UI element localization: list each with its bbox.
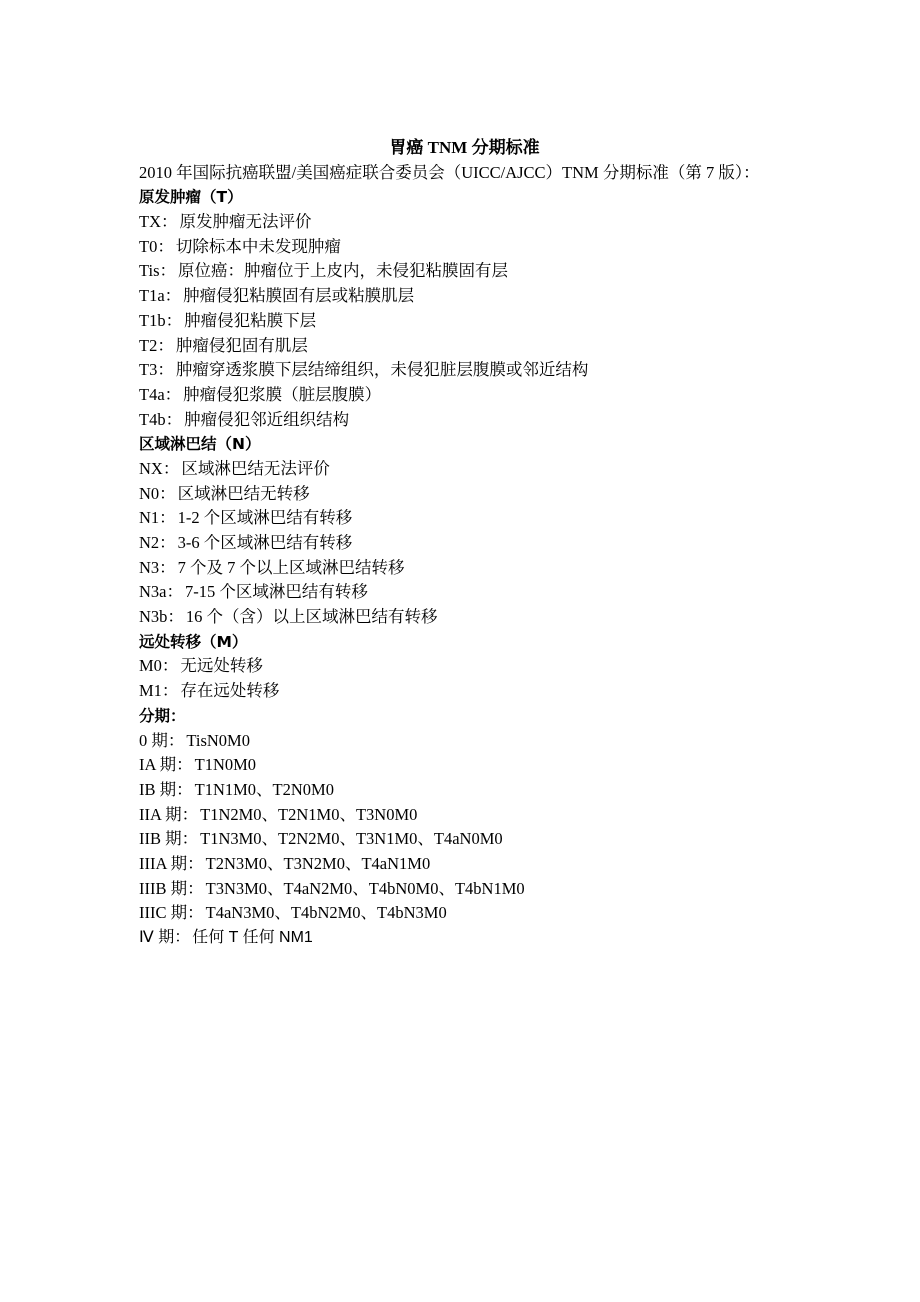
n-item <box>139 457 784 482</box>
t-code: T1a： <box>139 286 182 306</box>
stage-criteria: T4aN3M0、T4bN2M0、T4bN3M0 <box>205 903 447 923</box>
t-code: T0： <box>139 236 174 256</box>
t-code: T3： <box>139 360 174 380</box>
t-code: TX： <box>139 212 178 232</box>
section-heading-staging: 分期： <box>139 706 186 725</box>
stage-label: IIIA 期： <box>139 853 204 873</box>
stage-label: 0 期： <box>139 730 185 750</box>
stage-criteria: T1N0M0 <box>194 755 257 775</box>
stage-item <box>139 778 784 803</box>
stage-item <box>139 901 784 926</box>
t-text: 肿瘤侵犯固有肌层 <box>175 335 308 355</box>
stage-criteria: T1N2M0、T2N1M0、T3N0M0 <box>200 804 418 824</box>
stage-item <box>139 877 784 902</box>
t-code: T1b： <box>139 310 183 330</box>
n-text: 7 个及 7 个以上区域淋巴结转移 <box>177 557 405 577</box>
m-text: 存在远处转移 <box>180 681 280 701</box>
stage-item <box>139 926 784 951</box>
stage-criteria: T1N1M0、T2N0M0 <box>194 779 334 799</box>
stage-criteria: TisN0M0 <box>186 730 250 750</box>
t-text: 肿瘤侵犯浆膜（脏层腹膜） <box>183 384 382 404</box>
t-item <box>139 235 784 260</box>
document-page <box>139 136 784 951</box>
intro-paragraph: 2010 年国际抗癌联盟/美国癌症联合委员会（UICC/AJCC）TNM 分期标准（第 7 版）： <box>139 162 760 182</box>
t-item <box>139 309 784 334</box>
stage-criteria: 任何 T 任何 NM1 <box>192 929 313 947</box>
t-item <box>139 210 784 235</box>
t-code: T4b： <box>139 409 183 429</box>
n-item <box>139 605 784 630</box>
t-item <box>139 259 784 284</box>
t-text: 肿瘤侵犯邻近组织结构 <box>184 409 350 429</box>
t-text: 肿瘤侵犯粘膜固有层或粘膜肌层 <box>183 286 415 306</box>
n-item <box>139 482 784 507</box>
t-text: 肿瘤穿透浆膜下层结缔组织，未侵犯脏层腹膜或邻近结构 <box>175 360 589 380</box>
t-code: Tis： <box>139 261 177 281</box>
section-heading-distant-metastasis: 远处转移（M） <box>139 632 248 651</box>
stage-label: IB 期： <box>139 779 193 799</box>
stage-label: IIIB 期： <box>139 878 204 898</box>
stage-criteria: T1N3M0、T2N2M0、T3N1M0、T4aN0M0 <box>200 829 503 849</box>
m-item <box>139 654 784 679</box>
n-item <box>139 506 784 531</box>
n-code: N2： <box>139 533 176 553</box>
n-code: NX： <box>139 458 180 478</box>
stage-item <box>139 729 784 754</box>
n-item <box>139 531 784 556</box>
n-code: N3： <box>139 557 176 577</box>
section-heading-primary-tumor: 原发肿瘤（T） <box>139 188 243 207</box>
n-text: 区域淋巴结无转移 <box>177 483 310 503</box>
t-item <box>139 408 784 433</box>
stage-item <box>139 753 784 778</box>
n-code: N1： <box>139 508 176 528</box>
document-title: 胃癌 TNM 分期标准 <box>389 138 540 157</box>
t-text: 原位癌：肿瘤位于上皮内，未侵犯粘膜固有层 <box>178 261 509 281</box>
n-text: 1-2 个区域淋巴结有转移 <box>177 508 353 528</box>
stage-criteria: T2N3M0、T3N2M0、T4aN1M0 <box>205 853 431 873</box>
t-item <box>139 383 784 408</box>
t-item <box>139 284 784 309</box>
stage-label: IA 期： <box>139 755 193 775</box>
m-code: M1： <box>139 681 179 701</box>
stage-item <box>139 803 784 828</box>
t-code: T4a： <box>139 384 182 404</box>
n-text: 3-6 个区域淋巴结有转移 <box>177 533 353 553</box>
section-heading-regional-lymph-nodes: 区域淋巴结（N） <box>139 435 261 454</box>
n-text: 7-15 个区域淋巴结有转移 <box>185 582 368 602</box>
stage-label: Ⅳ 期： <box>139 929 191 947</box>
stage-label: IIA 期： <box>139 804 199 824</box>
m-text: 无远处转移 <box>180 656 263 676</box>
stage-item <box>139 852 784 877</box>
t-text: 切除标本中未发现肿瘤 <box>175 236 341 256</box>
t-item <box>139 334 784 359</box>
n-item <box>139 556 784 581</box>
n-code: N3b： <box>139 607 184 627</box>
m-code: M0： <box>139 656 179 676</box>
n-text: 16 个（含）以上区域淋巴结有转移 <box>185 607 438 627</box>
n-item <box>139 580 784 605</box>
stage-item <box>139 827 784 852</box>
t-text: 原发肿瘤无法评价 <box>179 212 312 232</box>
t-item <box>139 358 784 383</box>
t-text: 肿瘤侵犯粘膜下层 <box>184 310 317 330</box>
n-code: N3a： <box>139 582 183 602</box>
m-item <box>139 679 784 704</box>
stage-label: IIIC 期： <box>139 903 204 923</box>
n-text: 区域淋巴结无法评价 <box>181 458 330 478</box>
t-code: T2： <box>139 335 174 355</box>
n-code: N0： <box>139 483 176 503</box>
stage-label: IIB 期： <box>139 829 199 849</box>
stage-criteria: T3N3M0、T4aN2M0、T4bN0M0、T4bN1M0 <box>205 878 525 898</box>
